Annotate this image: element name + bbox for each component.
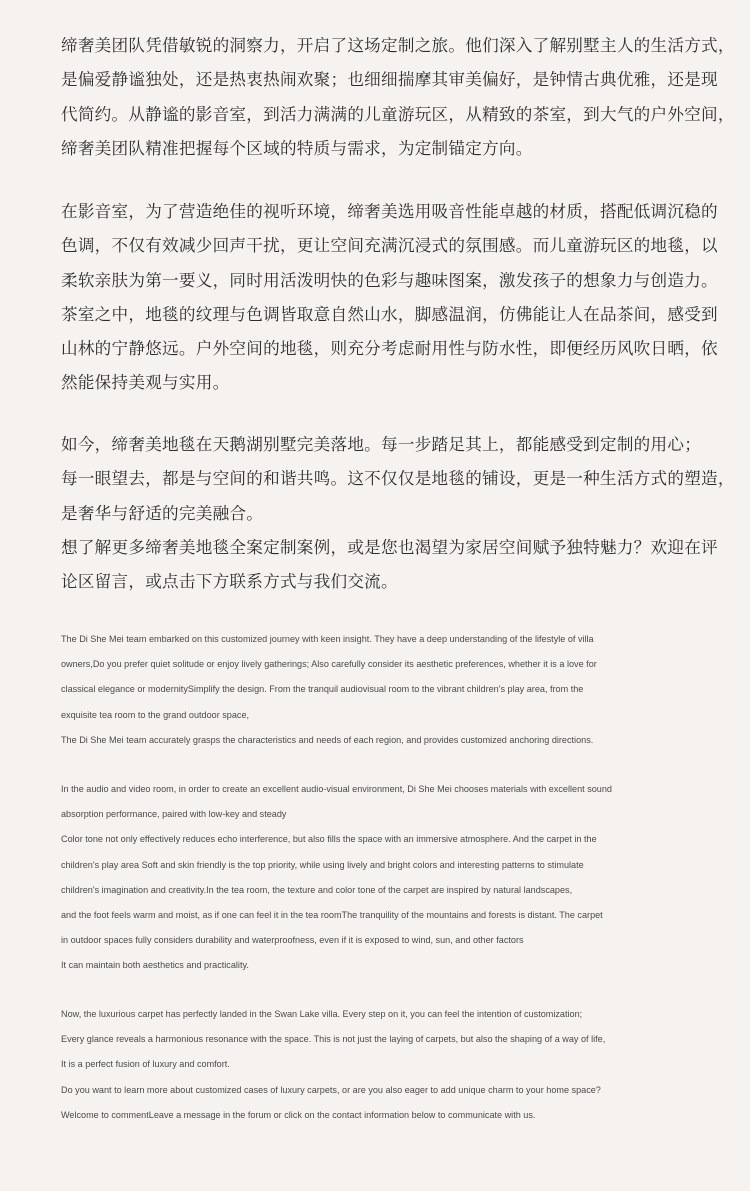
- text-line: classical elegance or modernitySimplify the design. From the tranquil audiovisual room to the vibrant children's play area, from the: [61, 684, 584, 695]
- text-line: exquisite tea room to the grand outdoor space,: [61, 709, 250, 720]
- text-line: 缔奢美团队凭借敏锐的洞察力，开启了这场定制之旅。他们深入了解别墅主人的生活方式，: [61, 36, 735, 55]
- text-line: 然能保持美观与实用。: [61, 373, 230, 393]
- text-line: in outdoor spaces fully considers durability and waterproofness, even if it is exposed to wind, sun, and other factors: [61, 935, 524, 946]
- text-line: 每一眼望去，都是与空间的和谐共鸣。这不仅仅是地毯的铺设，更是一种生活方式的塑造，: [61, 469, 735, 489]
- text-line: Every glance reveals a harmonious resonance with the space. This is not just the laying of carpets, but also the shaping of a way of life,: [61, 1034, 606, 1045]
- text-line: The Di She Mei team accurately grasps the characteristics and needs of each region, and provides customized anchoring directions.: [61, 734, 594, 745]
- text-line: Welcome to commentLeave a message in the forum or click on the contact information below to communicate with us.: [61, 1109, 536, 1120]
- zh-paragraph-1: [61, 29, 735, 166]
- en-paragraph-2: [61, 777, 711, 979]
- en-paragraph-3: [61, 1002, 711, 1128]
- text-line: children's play area Soft and skin friendly is the top priority, while using lively and bright colors and interesting patterns to stimulate: [61, 859, 584, 870]
- text-line: owners,Do you prefer quiet solitude or enjoy lively gatherings; Also carefully consider its aesthetic preferences, whether it is a love for: [61, 659, 597, 670]
- text-line: absorption performance, paired with low-key and steady: [61, 809, 287, 820]
- text-line: 论区留言，或点击下方联系方式与我们交流。: [61, 572, 398, 592]
- zh-paragraph-2: [61, 195, 718, 401]
- text-line: Do you want to learn more about customized cases of luxury carpets, or are you also eager to add unique charm to your home space?: [61, 1084, 601, 1095]
- text-line: 是奢华与舒适的完美融合。: [61, 503, 264, 523]
- zh-paragraph-3: [61, 428, 735, 599]
- text-line: In the audio and video room, in order to create an excellent audio-visual environment, Di She Mei chooses materials with excellent sound: [61, 784, 612, 794]
- text-line: 缔奢美团队精准把握每个区域的特质与需求，为定制锚定方向。: [61, 138, 533, 158]
- text-line: Now, the luxurious carpet has perfectly landed in the Swan Lake villa. Every step on it, you can feel the intention of customization;: [61, 1009, 583, 1019]
- text-line: It can maintain both aesthetics and practicality.: [61, 960, 249, 971]
- text-line: 柔软亲肤为第一要义，同时用活泼明快的色彩与趣味图案，激发孩子的想象力与创造力。: [61, 270, 718, 290]
- text-line: and the foot feels warm and moist, as if one can feel it in the tea roomThe tranquility of the mountains and forests is distant. The carpet: [61, 909, 603, 920]
- text-line: children's imagination and creativity.In the tea room, the texture and color tone of the carpet are inspired by natural landscapes,: [61, 884, 573, 895]
- text-line: 山林的宁静悠远。户外空间的地毯，则充分考虑耐用性与防水性，即便经历风吹日晒，依: [61, 339, 718, 359]
- text-line: 是偏爱静谧独处，还是热衷热闹欢聚；也细细揣摩其审美偏好，是钟情古典优雅，还是现: [61, 70, 718, 90]
- text-line: It is a perfect fusion of luxury and comfort.: [61, 1059, 230, 1070]
- text-line: 如今，缔奢美地毯在天鹅湖别墅完美落地。每一步踏足其上，都能感受到定制的用心；: [61, 435, 702, 454]
- en-paragraph-1: [61, 627, 711, 753]
- text-line: 想了解更多缔奢美地毯全案定制案例，或是您也渴望为家居空间赋予独特魅力？欢迎在评: [61, 537, 718, 557]
- text-line: 色调，不仅有效减少回声干扰，更让空间充满沉浸式的氛围感。而儿童游玩区的地毯，以: [61, 236, 718, 256]
- text-line: 代简约。从静谧的影音室，到活力满满的儿童游玩区，从精致的茶室，到大气的户外空间，: [61, 104, 735, 124]
- text-line: 茶室之中，地毯的纹理与色调皆取意自然山水，脚感温润，仿佛能让人在品茶间，感受到: [61, 304, 718, 324]
- text-line: The Di She Mei team embarked on this customized journey with keen insight. They have a deep understanding of the lifestyle of villa: [61, 634, 594, 644]
- text-line: Color tone not only effectively reduces echo interference, but also fills the space with an immersive atmosphere. And the carpet in the: [61, 834, 597, 845]
- text-line: 在影音室，为了营造绝佳的视听环境，缔奢美选用吸音性能卓越的材质，搭配低调沉稳的: [61, 202, 718, 221]
